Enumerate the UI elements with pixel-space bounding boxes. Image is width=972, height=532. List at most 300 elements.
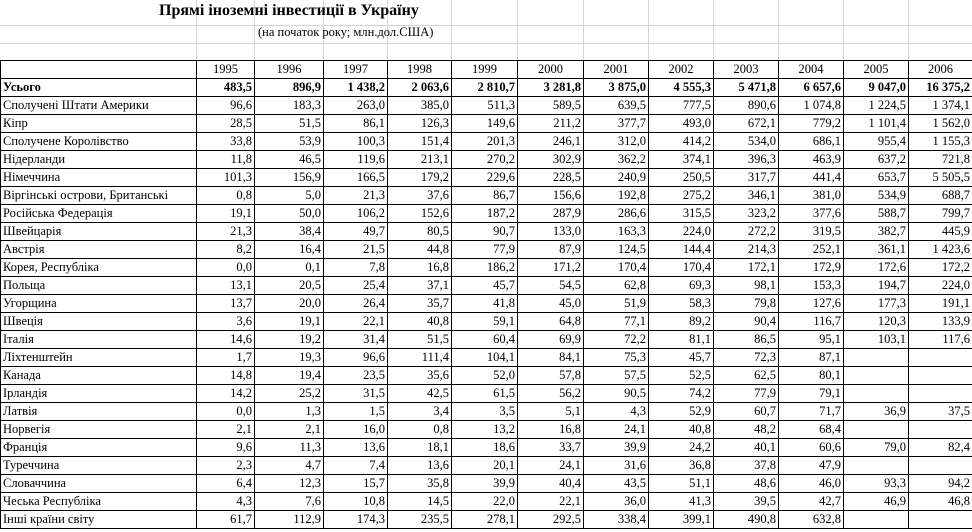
value-cell[interactable]: 111,4 — [388, 349, 452, 367]
value-cell[interactable]: 40,8 — [388, 313, 452, 331]
value-cell[interactable]: 62,5 — [714, 367, 779, 385]
value-cell[interactable]: 890,6 — [714, 97, 779, 115]
value-cell[interactable]: 33,8 — [197, 133, 255, 151]
value-cell[interactable] — [909, 349, 972, 367]
value-cell[interactable]: 275,2 — [649, 187, 714, 205]
value-cell[interactable]: 24,1 — [584, 421, 649, 439]
value-cell[interactable] — [844, 421, 909, 439]
value-cell[interactable] — [844, 367, 909, 385]
value-cell[interactable]: 511,3 — [452, 97, 518, 115]
value-cell[interactable]: 79,8 — [714, 295, 779, 313]
value-cell[interactable]: 54,5 — [518, 277, 584, 295]
value-cell[interactable]: 19,1 — [255, 313, 324, 331]
value-cell[interactable]: 16,8 — [518, 421, 584, 439]
value-cell[interactable]: 44,8 — [388, 241, 452, 259]
value-cell[interactable]: 14,6 — [197, 331, 255, 349]
value-cell[interactable]: 721,8 — [909, 151, 972, 169]
value-cell[interactable]: 170,4 — [584, 259, 649, 277]
value-cell[interactable]: 194,7 — [844, 277, 909, 295]
value-cell[interactable]: 16,8 — [388, 259, 452, 277]
value-cell[interactable]: 46,9 — [844, 493, 909, 511]
value-cell[interactable]: 104,1 — [452, 349, 518, 367]
value-cell[interactable]: 47,9 — [779, 457, 844, 475]
value-cell[interactable]: 25,2 — [255, 385, 324, 403]
value-cell[interactable]: 153,3 — [779, 277, 844, 295]
value-cell[interactable]: 21,5 — [324, 241, 388, 259]
value-cell[interactable]: 278,1 — [452, 511, 518, 529]
value-cell[interactable]: 779,2 — [779, 115, 844, 133]
value-cell[interactable]: 156,6 — [518, 187, 584, 205]
value-cell[interactable]: 45,7 — [649, 349, 714, 367]
value-cell[interactable]: 60,4 — [452, 331, 518, 349]
value-cell[interactable]: 1 438,2 — [324, 79, 388, 97]
country-cell[interactable]: Ірландія — [1, 385, 197, 403]
value-cell[interactable]: 48,6 — [714, 475, 779, 493]
value-cell[interactable]: 31,4 — [324, 331, 388, 349]
value-cell[interactable]: 13,7 — [197, 295, 255, 313]
value-cell[interactable]: 61,7 — [197, 511, 255, 529]
value-cell[interactable]: 1 224,5 — [844, 97, 909, 115]
value-cell[interactable] — [909, 385, 972, 403]
value-cell[interactable]: 186,2 — [452, 259, 518, 277]
value-cell[interactable]: 79,1 — [779, 385, 844, 403]
value-cell[interactable]: 229,6 — [452, 169, 518, 187]
value-cell[interactable]: 14,2 — [197, 385, 255, 403]
value-cell[interactable]: 149,6 — [452, 115, 518, 133]
value-cell[interactable]: 235,5 — [388, 511, 452, 529]
value-cell[interactable]: 120,3 — [844, 313, 909, 331]
value-cell[interactable]: 117,6 — [909, 331, 972, 349]
value-cell[interactable]: 82,4 — [909, 439, 972, 457]
value-cell[interactable]: 31,6 — [584, 457, 649, 475]
value-cell[interactable]: 319,5 — [779, 223, 844, 241]
country-cell[interactable]: Латвія — [1, 403, 197, 421]
value-cell[interactable]: 1 101,4 — [844, 115, 909, 133]
value-cell[interactable]: 28,5 — [197, 115, 255, 133]
value-cell[interactable]: 40,4 — [518, 475, 584, 493]
value-cell[interactable]: 86,5 — [714, 331, 779, 349]
value-cell[interactable]: 19,3 — [255, 349, 324, 367]
header-cell-year[interactable]: 1999 — [452, 61, 518, 79]
value-cell[interactable]: 377,7 — [584, 115, 649, 133]
value-cell[interactable]: 18,6 — [452, 439, 518, 457]
value-cell[interactable]: 19,4 — [255, 367, 324, 385]
value-cell[interactable]: 6 657,6 — [779, 79, 844, 97]
value-cell[interactable]: 90,7 — [452, 223, 518, 241]
value-cell[interactable]: 686,1 — [779, 133, 844, 151]
value-cell[interactable]: 77,1 — [584, 313, 649, 331]
value-cell[interactable]: 183,3 — [255, 97, 324, 115]
value-cell[interactable]: 57,8 — [518, 367, 584, 385]
value-cell[interactable]: 14,8 — [197, 367, 255, 385]
value-cell[interactable]: 4,3 — [584, 403, 649, 421]
value-cell[interactable]: 39,9 — [452, 475, 518, 493]
value-cell[interactable]: 414,2 — [649, 133, 714, 151]
value-cell[interactable]: 14,5 — [388, 493, 452, 511]
value-cell[interactable]: 89,2 — [649, 313, 714, 331]
value-cell[interactable] — [844, 349, 909, 367]
value-cell[interactable]: 80,5 — [388, 223, 452, 241]
value-cell[interactable]: 302,9 — [518, 151, 584, 169]
value-cell[interactable]: 0,8 — [388, 421, 452, 439]
value-cell[interactable]: 246,1 — [518, 133, 584, 151]
value-cell[interactable]: 51,5 — [388, 331, 452, 349]
value-cell[interactable]: 799,7 — [909, 205, 972, 223]
header-cell-year[interactable]: 2005 — [844, 61, 909, 79]
value-cell[interactable] — [909, 511, 972, 529]
value-cell[interactable]: 11,3 — [255, 439, 324, 457]
value-cell[interactable]: 338,4 — [584, 511, 649, 529]
value-cell[interactable]: 171,2 — [518, 259, 584, 277]
value-cell[interactable]: 98,1 — [714, 277, 779, 295]
country-cell[interactable]: Польща — [1, 277, 197, 295]
value-cell[interactable]: 51,1 — [649, 475, 714, 493]
value-cell[interactable]: 24,2 — [649, 439, 714, 457]
value-cell[interactable]: 6,4 — [197, 475, 255, 493]
value-cell[interactable]: 9 047,0 — [844, 79, 909, 97]
value-cell[interactable]: 2 063,6 — [388, 79, 452, 97]
value-cell[interactable]: 94,2 — [909, 475, 972, 493]
value-cell[interactable]: 2 810,7 — [452, 79, 518, 97]
value-cell[interactable]: 211,2 — [518, 115, 584, 133]
value-cell[interactable]: 4 555,3 — [649, 79, 714, 97]
value-cell[interactable]: 41,3 — [649, 493, 714, 511]
value-cell[interactable]: 3,4 — [388, 403, 452, 421]
value-cell[interactable]: 51,9 — [584, 295, 649, 313]
value-cell[interactable] — [844, 457, 909, 475]
value-cell[interactable]: 69,9 — [518, 331, 584, 349]
country-cell[interactable]: Усього — [1, 79, 197, 97]
value-cell[interactable]: 896,9 — [255, 79, 324, 97]
value-cell[interactable]: 46,5 — [255, 151, 324, 169]
value-cell[interactable]: 177,3 — [844, 295, 909, 313]
value-cell[interactable]: 112,9 — [255, 511, 324, 529]
value-cell[interactable]: 2,1 — [255, 421, 324, 439]
value-cell[interactable]: 81,1 — [649, 331, 714, 349]
value-cell[interactable]: 1,3 — [255, 403, 324, 421]
value-cell[interactable]: 312,0 — [584, 133, 649, 151]
value-cell[interactable]: 19,2 — [255, 331, 324, 349]
value-cell[interactable]: 20,0 — [255, 295, 324, 313]
value-cell[interactable]: 33,7 — [518, 439, 584, 457]
value-cell[interactable]: 57,5 — [584, 367, 649, 385]
value-cell[interactable]: 191,1 — [909, 295, 972, 313]
value-cell[interactable]: 317,7 — [714, 169, 779, 187]
value-cell[interactable] — [844, 385, 909, 403]
country-cell[interactable]: Віргінські острови, Британські — [1, 187, 197, 205]
country-cell[interactable]: Швейцарія — [1, 223, 197, 241]
value-cell[interactable]: 87,1 — [779, 349, 844, 367]
value-cell[interactable]: 385,0 — [388, 97, 452, 115]
value-cell[interactable]: 0,8 — [197, 187, 255, 205]
value-cell[interactable]: 58,3 — [649, 295, 714, 313]
value-cell[interactable]: 5,1 — [518, 403, 584, 421]
value-cell[interactable]: 377,6 — [779, 205, 844, 223]
value-cell[interactable]: 315,5 — [649, 205, 714, 223]
value-cell[interactable]: 106,2 — [324, 205, 388, 223]
country-cell[interactable]: Італія — [1, 331, 197, 349]
value-cell[interactable]: 62,8 — [584, 277, 649, 295]
value-cell[interactable]: 18,1 — [388, 439, 452, 457]
value-cell[interactable]: 86,7 — [452, 187, 518, 205]
value-cell[interactable]: 77,9 — [714, 385, 779, 403]
value-cell[interactable]: 688,7 — [909, 187, 972, 205]
value-cell[interactable]: 21,3 — [324, 187, 388, 205]
header-cell-year[interactable]: 2001 — [584, 61, 649, 79]
value-cell[interactable]: 37,8 — [714, 457, 779, 475]
value-cell[interactable]: 13,1 — [197, 277, 255, 295]
value-cell[interactable]: 124,5 — [584, 241, 649, 259]
value-cell[interactable]: 589,5 — [518, 97, 584, 115]
value-cell[interactable]: 16,4 — [255, 241, 324, 259]
header-cell-year[interactable]: 1996 — [255, 61, 324, 79]
country-cell[interactable]: Словаччина — [1, 475, 197, 493]
value-cell[interactable]: 56,2 — [518, 385, 584, 403]
value-cell[interactable]: 79,0 — [844, 439, 909, 457]
value-cell[interactable]: 3 281,8 — [518, 79, 584, 97]
value-cell[interactable]: 172,2 — [909, 259, 972, 277]
value-cell[interactable]: 4,7 — [255, 457, 324, 475]
value-cell[interactable]: 71,7 — [779, 403, 844, 421]
value-cell[interactable]: 39,9 — [584, 439, 649, 457]
country-cell[interactable]: Нідерланди — [1, 151, 197, 169]
value-cell[interactable]: 51,5 — [255, 115, 324, 133]
value-cell[interactable]: 16,0 — [324, 421, 388, 439]
value-cell[interactable]: 272,2 — [714, 223, 779, 241]
value-cell[interactable]: 16 375,2 — [909, 79, 972, 97]
value-cell[interactable]: 2,1 — [197, 421, 255, 439]
header-cell-year[interactable]: 2004 — [779, 61, 844, 79]
value-cell[interactable]: 52,0 — [452, 367, 518, 385]
value-cell[interactable]: 35,7 — [388, 295, 452, 313]
value-cell[interactable]: 1,5 — [324, 403, 388, 421]
country-cell[interactable]: Інші країни світу — [1, 511, 197, 529]
value-cell[interactable]: 172,9 — [779, 259, 844, 277]
country-cell[interactable]: Сполучені Штати Америки — [1, 97, 197, 115]
value-cell[interactable] — [844, 511, 909, 529]
value-cell[interactable]: 5 505,5 — [909, 169, 972, 187]
value-cell[interactable]: 777,5 — [649, 97, 714, 115]
value-cell[interactable]: 0,1 — [255, 259, 324, 277]
value-cell[interactable]: 50,0 — [255, 205, 324, 223]
value-cell[interactable]: 80,1 — [779, 367, 844, 385]
header-cell-name[interactable] — [1, 61, 197, 79]
value-cell[interactable]: 144,4 — [649, 241, 714, 259]
country-cell[interactable]: Корея, Республіка — [1, 259, 197, 277]
value-cell[interactable]: 61,5 — [452, 385, 518, 403]
value-cell[interactable]: 323,2 — [714, 205, 779, 223]
value-cell[interactable]: 5,0 — [255, 187, 324, 205]
value-cell[interactable]: 192,8 — [584, 187, 649, 205]
value-cell[interactable]: 86,1 — [324, 115, 388, 133]
value-cell[interactable]: 224,0 — [649, 223, 714, 241]
value-cell[interactable]: 43,5 — [584, 475, 649, 493]
value-cell[interactable]: 1,7 — [197, 349, 255, 367]
value-cell[interactable]: 20,5 — [255, 277, 324, 295]
value-cell[interactable]: 23,5 — [324, 367, 388, 385]
value-cell[interactable]: 96,6 — [324, 349, 388, 367]
value-cell[interactable]: 69,3 — [649, 277, 714, 295]
value-cell[interactable]: 35,6 — [388, 367, 452, 385]
value-cell[interactable]: 126,3 — [388, 115, 452, 133]
value-cell[interactable]: 45,0 — [518, 295, 584, 313]
value-cell[interactable]: 119,6 — [324, 151, 388, 169]
value-cell[interactable]: 381,0 — [779, 187, 844, 205]
value-cell[interactable]: 95,1 — [779, 331, 844, 349]
value-cell[interactable]: 36,0 — [584, 493, 649, 511]
value-cell[interactable]: 0,0 — [197, 403, 255, 421]
value-cell[interactable]: 24,1 — [518, 457, 584, 475]
value-cell[interactable]: 36,9 — [844, 403, 909, 421]
value-cell[interactable]: 64,8 — [518, 313, 584, 331]
value-cell[interactable]: 201,3 — [452, 133, 518, 151]
value-cell[interactable]: 26,4 — [324, 295, 388, 313]
value-cell[interactable]: 534,0 — [714, 133, 779, 151]
value-cell[interactable]: 534,9 — [844, 187, 909, 205]
header-cell-year[interactable]: 2003 — [714, 61, 779, 79]
header-cell-year[interactable]: 2000 — [518, 61, 584, 79]
value-cell[interactable]: 41,8 — [452, 295, 518, 313]
value-cell[interactable]: 374,1 — [649, 151, 714, 169]
value-cell[interactable]: 399,1 — [649, 511, 714, 529]
country-cell[interactable]: Австрія — [1, 241, 197, 259]
country-cell[interactable]: Російська Федерація — [1, 205, 197, 223]
value-cell[interactable]: 19,1 — [197, 205, 255, 223]
header-cell-year[interactable]: 2002 — [649, 61, 714, 79]
value-cell[interactable]: 250,5 — [649, 169, 714, 187]
header-cell-year[interactable]: 1995 — [197, 61, 255, 79]
country-cell[interactable]: Німеччина — [1, 169, 197, 187]
value-cell[interactable]: 75,3 — [584, 349, 649, 367]
value-cell[interactable]: 214,3 — [714, 241, 779, 259]
value-cell[interactable] — [909, 367, 972, 385]
value-cell[interactable]: 36,8 — [649, 457, 714, 475]
value-cell[interactable]: 10,8 — [324, 493, 388, 511]
value-cell[interactable]: 213,1 — [388, 151, 452, 169]
value-cell[interactable]: 127,6 — [779, 295, 844, 313]
country-cell[interactable]: Угорщина — [1, 295, 197, 313]
value-cell[interactable]: 9,6 — [197, 439, 255, 457]
value-cell[interactable]: 362,2 — [584, 151, 649, 169]
country-cell[interactable]: Франція — [1, 439, 197, 457]
value-cell[interactable]: 2,3 — [197, 457, 255, 475]
value-cell[interactable]: 87,9 — [518, 241, 584, 259]
value-cell[interactable]: 1 374,1 — [909, 97, 972, 115]
value-cell[interactable] — [909, 457, 972, 475]
value-cell[interactable]: 163,3 — [584, 223, 649, 241]
value-cell[interactable]: 21,3 — [197, 223, 255, 241]
value-cell[interactable] — [909, 421, 972, 439]
value-cell[interactable]: 15,7 — [324, 475, 388, 493]
value-cell[interactable]: 287,9 — [518, 205, 584, 223]
value-cell[interactable]: 60,6 — [779, 439, 844, 457]
country-cell[interactable]: Канада — [1, 367, 197, 385]
value-cell[interactable]: 103,1 — [844, 331, 909, 349]
value-cell[interactable]: 396,3 — [714, 151, 779, 169]
value-cell[interactable]: 72,2 — [584, 331, 649, 349]
value-cell[interactable]: 483,5 — [197, 79, 255, 97]
value-cell[interactable]: 101,3 — [197, 169, 255, 187]
value-cell[interactable]: 35,8 — [388, 475, 452, 493]
value-cell[interactable]: 5 471,8 — [714, 79, 779, 97]
value-cell[interactable]: 4,3 — [197, 493, 255, 511]
value-cell[interactable]: 37,1 — [388, 277, 452, 295]
value-cell[interactable]: 490,8 — [714, 511, 779, 529]
value-cell[interactable]: 100,3 — [324, 133, 388, 151]
value-cell[interactable]: 445,9 — [909, 223, 972, 241]
value-cell[interactable]: 42,7 — [779, 493, 844, 511]
value-cell[interactable]: 955,4 — [844, 133, 909, 151]
value-cell[interactable]: 0,0 — [197, 259, 255, 277]
value-cell[interactable]: 1 155,3 — [909, 133, 972, 151]
value-cell[interactable]: 40,1 — [714, 439, 779, 457]
value-cell[interactable]: 588,7 — [844, 205, 909, 223]
value-cell[interactable]: 12,3 — [255, 475, 324, 493]
value-cell[interactable]: 38,4 — [255, 223, 324, 241]
value-cell[interactable]: 224,0 — [909, 277, 972, 295]
value-cell[interactable]: 45,7 — [452, 277, 518, 295]
value-cell[interactable]: 493,0 — [649, 115, 714, 133]
value-cell[interactable]: 42,5 — [388, 385, 452, 403]
value-cell[interactable]: 1 074,8 — [779, 97, 844, 115]
value-cell[interactable]: 22,0 — [452, 493, 518, 511]
value-cell[interactable]: 270,2 — [452, 151, 518, 169]
value-cell[interactable]: 174,3 — [324, 511, 388, 529]
value-cell[interactable]: 292,5 — [518, 511, 584, 529]
value-cell[interactable]: 68,4 — [779, 421, 844, 439]
value-cell[interactable]: 116,7 — [779, 313, 844, 331]
value-cell[interactable]: 170,4 — [649, 259, 714, 277]
value-cell[interactable]: 7,6 — [255, 493, 324, 511]
value-cell[interactable]: 93,3 — [844, 475, 909, 493]
value-cell[interactable]: 637,2 — [844, 151, 909, 169]
value-cell[interactable]: 441,4 — [779, 169, 844, 187]
value-cell[interactable]: 179,2 — [388, 169, 452, 187]
country-cell[interactable]: Кіпр — [1, 115, 197, 133]
value-cell[interactable]: 382,7 — [844, 223, 909, 241]
value-cell[interactable]: 37,6 — [388, 187, 452, 205]
value-cell[interactable]: 3,5 — [452, 403, 518, 421]
country-cell[interactable]: Чеська Республіка — [1, 493, 197, 511]
value-cell[interactable]: 90,4 — [714, 313, 779, 331]
value-cell[interactable]: 52,9 — [649, 403, 714, 421]
value-cell[interactable]: 187,2 — [452, 205, 518, 223]
value-cell[interactable]: 286,6 — [584, 205, 649, 223]
value-cell[interactable]: 653,7 — [844, 169, 909, 187]
value-cell[interactable]: 22,1 — [518, 493, 584, 511]
value-cell[interactable]: 13,2 — [452, 421, 518, 439]
value-cell[interactable]: 46,8 — [909, 493, 972, 511]
value-cell[interactable]: 49,7 — [324, 223, 388, 241]
value-cell[interactable]: 96,6 — [197, 97, 255, 115]
value-cell[interactable]: 77,9 — [452, 241, 518, 259]
value-cell[interactable]: 156,9 — [255, 169, 324, 187]
value-cell[interactable]: 228,5 — [518, 169, 584, 187]
value-cell[interactable]: 1 562,0 — [909, 115, 972, 133]
header-cell-year[interactable]: 1998 — [388, 61, 452, 79]
value-cell[interactable]: 152,6 — [388, 205, 452, 223]
value-cell[interactable]: 11,8 — [197, 151, 255, 169]
value-cell[interactable]: 59,1 — [452, 313, 518, 331]
value-cell[interactable]: 13,6 — [324, 439, 388, 457]
header-cell-year[interactable]: 1997 — [324, 61, 388, 79]
value-cell[interactable]: 25,4 — [324, 277, 388, 295]
value-cell[interactable]: 133,9 — [909, 313, 972, 331]
value-cell[interactable]: 263,0 — [324, 97, 388, 115]
value-cell[interactable]: 90,5 — [584, 385, 649, 403]
value-cell[interactable]: 3,6 — [197, 313, 255, 331]
value-cell[interactable]: 60,7 — [714, 403, 779, 421]
